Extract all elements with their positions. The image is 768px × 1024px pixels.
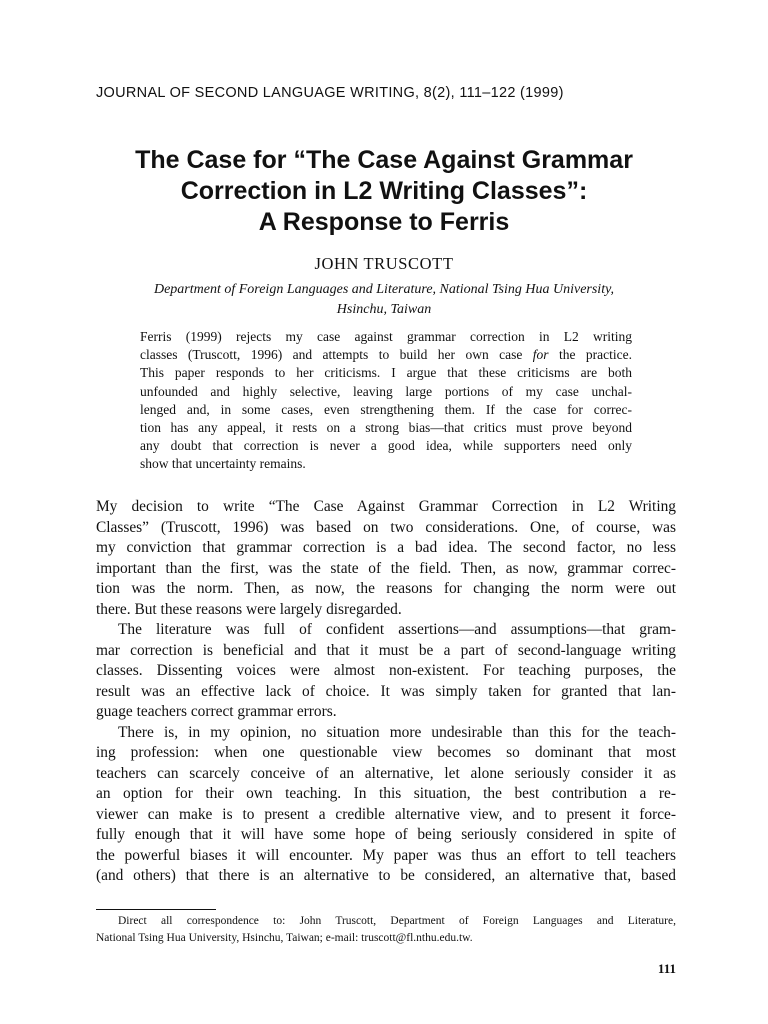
body-line: (and others) that there is an alternative to be considered, an alternative that, based <box>96 867 676 884</box>
paragraph-2 <box>96 620 676 723</box>
title-line-3: A Response to Ferris <box>258 208 510 236</box>
paragraph-3 <box>96 723 676 887</box>
footnote-line: National Tsing Hua University, Hsinchu, Taiwan; e-mail: truscott@fl.nthu.edu.tw. <box>96 932 473 944</box>
body-line: The literature was full of confident assertions—and assumptions—that gram- <box>118 621 676 638</box>
author-name: JOHN TRUSCOTT <box>314 254 454 273</box>
footnote-divider <box>96 909 216 910</box>
abstract-line: show that uncertainty remains. <box>140 456 306 472</box>
abstract-line: tion has any appeal, it rests on a strong bias—that critics must prove beyond <box>140 420 632 436</box>
body-line: fully enough that it will have some hope of being seriously considered in spite of <box>96 826 676 843</box>
abstract-line: unfounded and highly selective, leaving large portions of my case unchal- <box>140 383 632 399</box>
body-line: my conviction that grammar correction is a bad idea. The second factor, no less <box>96 539 676 556</box>
body-line: result was an effective lack of choice. It was simply taken for granted that lan- <box>96 682 676 700</box>
body-text <box>96 497 676 887</box>
abstract-emphasis: for <box>532 347 549 363</box>
abstract-line: lenged and, in some cases, even strengthening them. If the case for correc- <box>140 401 632 417</box>
body-line: tion was the norm. Then, as now, the reasons for changing the norm were out <box>96 580 676 597</box>
title-line-1: The Case for “The Case Against Grammar <box>135 146 633 174</box>
body-line: there. But these reasons were largely disregarded. <box>96 600 402 618</box>
footnote <box>96 913 676 947</box>
body-line: Classes” (Truscott, 1996) was based on two considerations. One, of course, was <box>96 518 676 536</box>
footnote-line: Direct all correspondence to: John Truscott, Department of Foreign Languages and Literature, <box>118 915 676 927</box>
author-affiliation <box>40 280 728 320</box>
journal-header: JOURNAL OF SECOND LANGUAGE WRITING, 8(2), 111–122 (1999) <box>96 85 564 101</box>
body-line: teachers can scarcely conceive of an alternative, let alone seriously consider it as <box>96 764 676 782</box>
body-line: mar correction is beneficial and that it must be a part of second-language writing <box>96 641 676 659</box>
body-line: important than the first, was the state of the field. Then, as now, grammar correc- <box>96 559 676 577</box>
abstract-text: classes (Truscott, 1996) and attempts to build her own case <box>140 347 533 363</box>
body-line: viewer can make is to present a credible alternative view, and to present it force- <box>96 805 676 823</box>
body-line: There is, in my opinion, no situation more undesirable than this for the teach- <box>118 723 676 741</box>
body-line: classes. Dissenting voices were almost non-existent. For teaching purposes, the <box>96 662 676 679</box>
paragraph-1 <box>96 497 676 620</box>
title-line-2: Correction in L2 Writing Classes”: <box>180 177 588 205</box>
abstract-line: any doubt that correction is never a good idea, while supporters need only <box>140 438 632 454</box>
affiliation-line-1: Department of Foreign Languages and Literature, National Tsing Hua University, <box>153 282 615 297</box>
body-line: an option for their own teaching. In this situation, the best contribution a re- <box>96 785 676 802</box>
page-number: 111 <box>657 961 676 976</box>
abstract-text: the practice. <box>548 347 632 363</box>
body-line: My decision to write “The Case Against Grammar Correction in L2 Writing <box>96 498 676 515</box>
body-line: guage teachers correct grammar errors. <box>96 703 337 720</box>
abstract-line: Ferris (1999) rejects my case against grammar correction in L2 writing <box>140 329 632 344</box>
abstract <box>140 328 632 474</box>
article-title <box>40 145 728 238</box>
body-line: ing profession: when one questionable view becomes so dominant that most <box>96 744 676 761</box>
abstract-line: This paper responds to her criticisms. I argue that these criticisms are both <box>140 365 632 381</box>
affiliation-line-2: Hsinchu, Taiwan <box>336 302 432 317</box>
body-line: the powerful biases it will encounter. My paper was thus an effort to tell teachers <box>96 846 676 864</box>
abstract-line <box>140 346 632 364</box>
